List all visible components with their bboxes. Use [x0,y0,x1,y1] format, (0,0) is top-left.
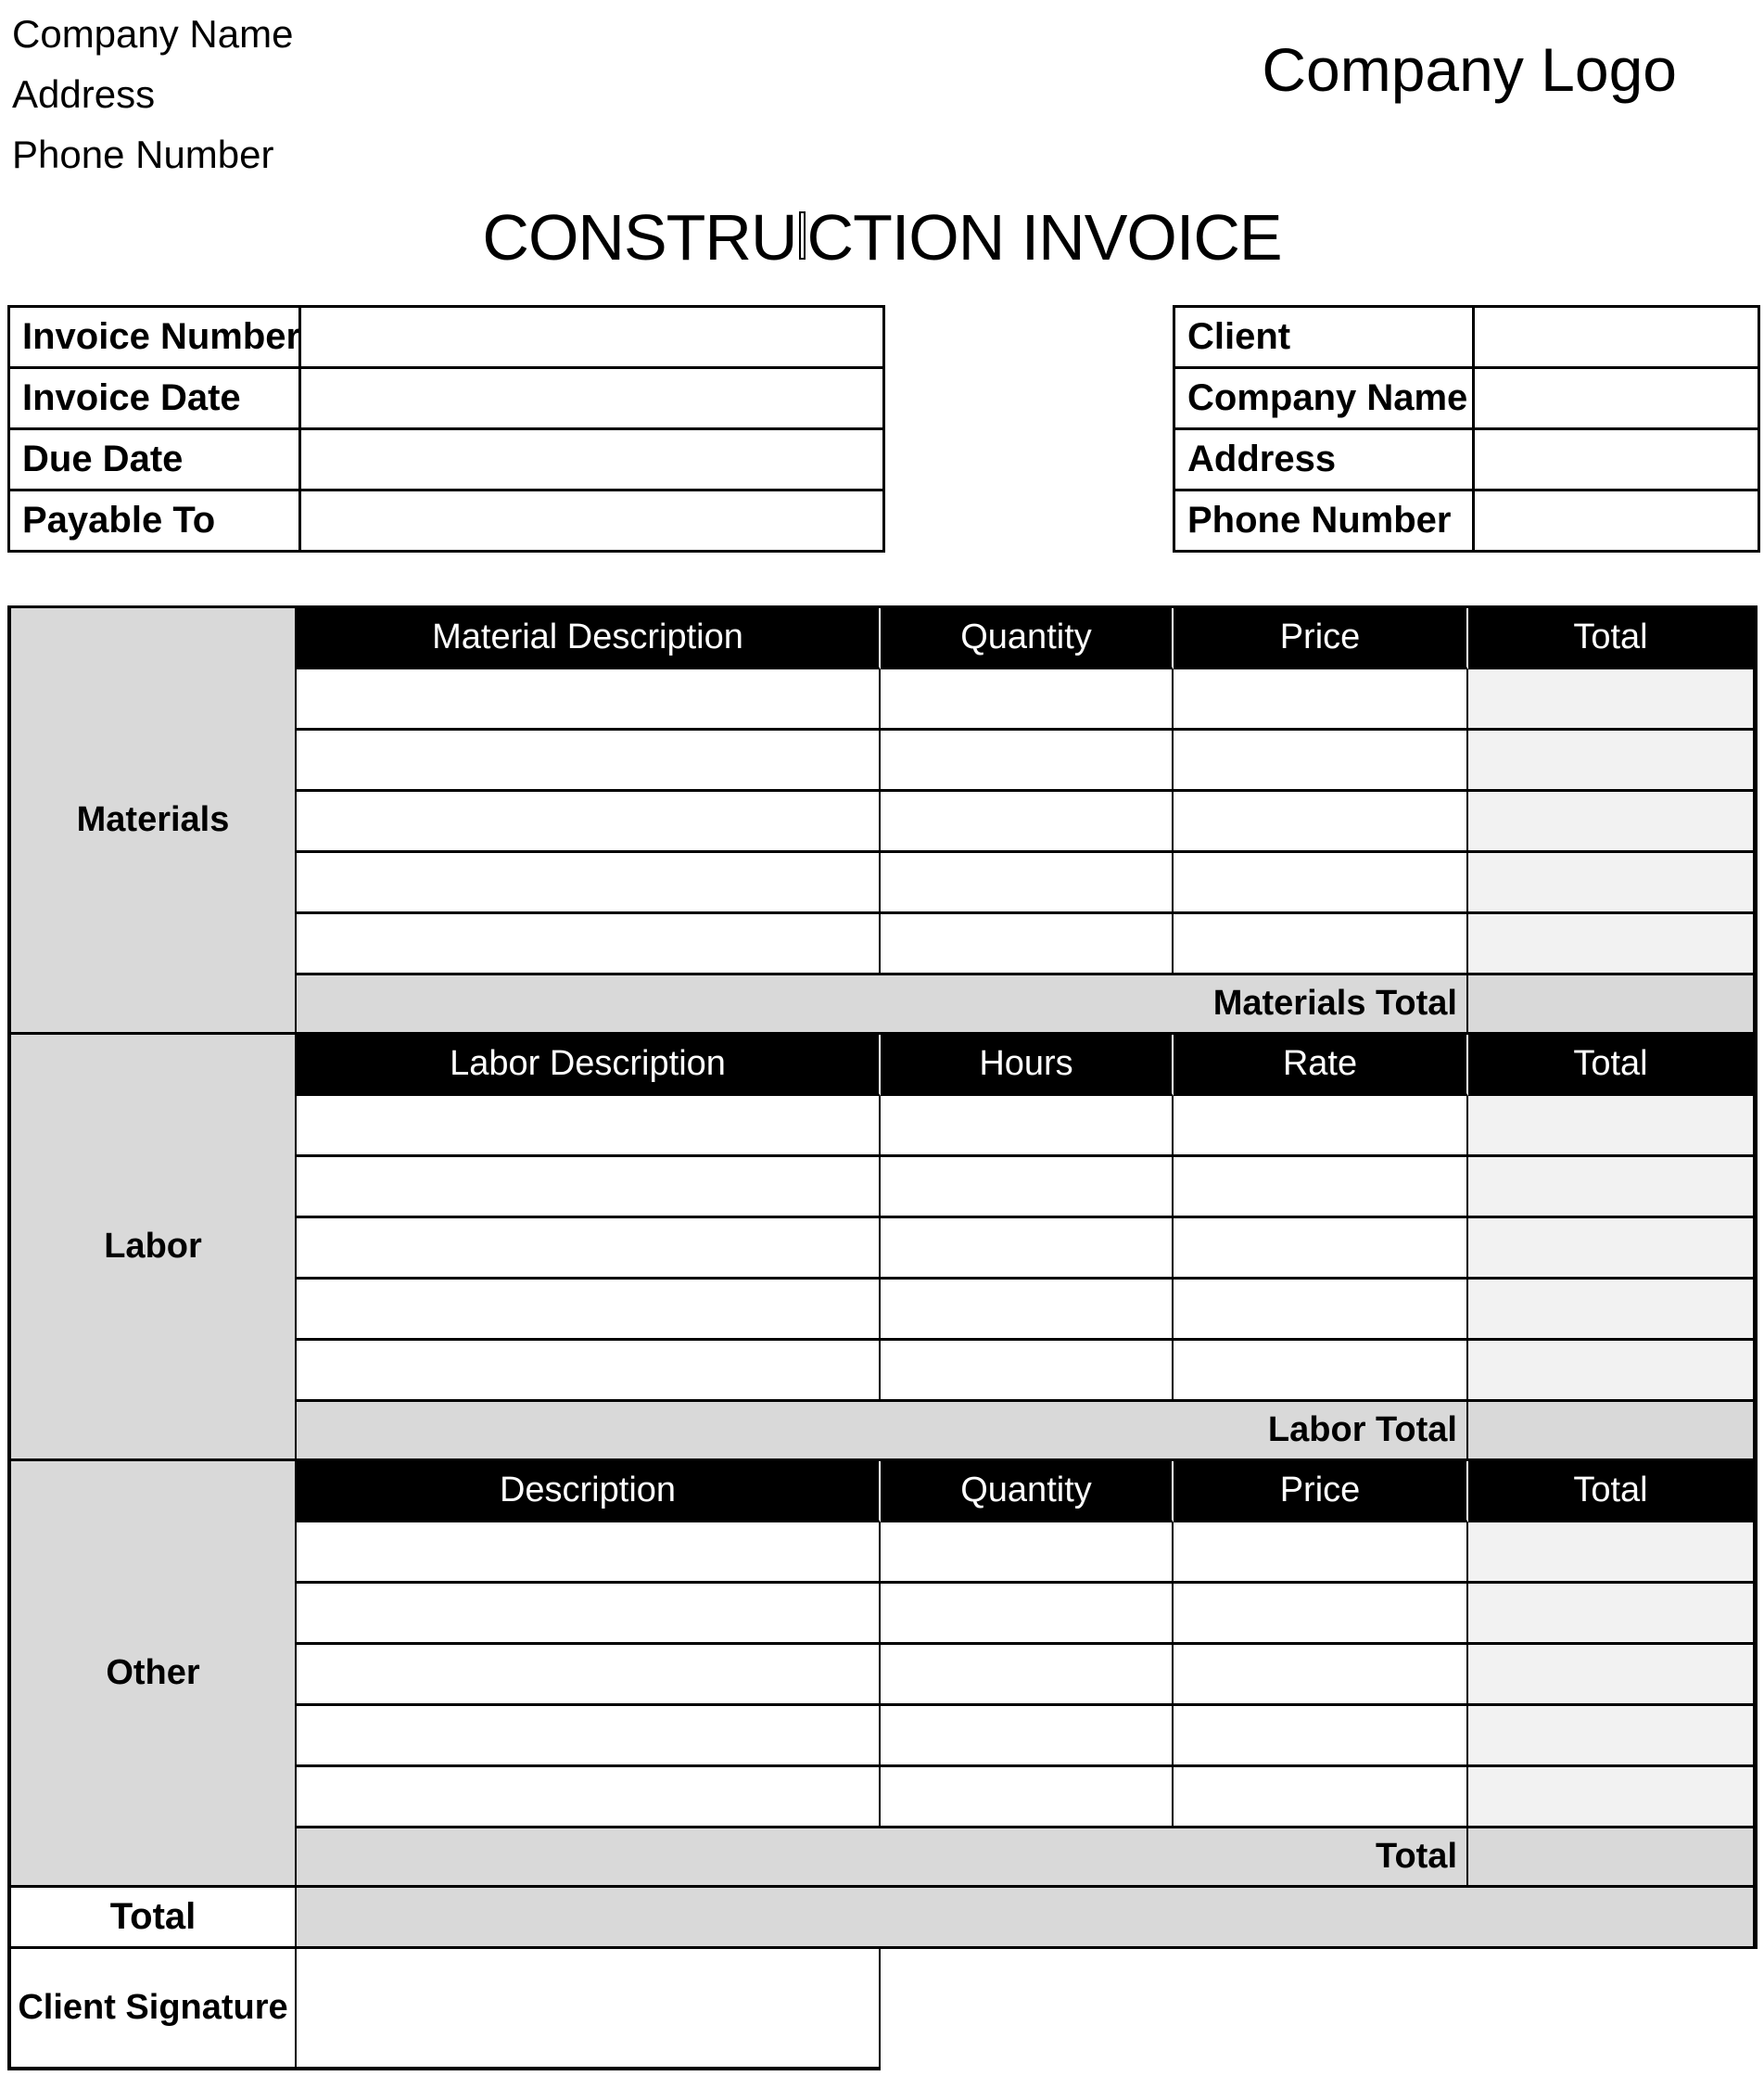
client-company-name-input[interactable] [1475,369,1760,430]
payable-to-input[interactable] [301,491,885,553]
client-label: Client [1175,308,1475,369]
materials-description-cell[interactable] [297,669,881,731]
materials-price-cell[interactable] [1174,853,1468,914]
other-price-cell[interactable] [1174,1522,1468,1584]
labor-hours-cell[interactable] [881,1157,1174,1218]
client-phone-number-input[interactable] [1475,491,1760,553]
labor-rate-cell[interactable] [1174,1280,1468,1341]
invoice-date-label: Invoice Date [10,369,301,430]
labor-total-label: Labor Total [297,1402,1468,1461]
other-description-cell[interactable] [297,1522,881,1584]
materials-header-total: Total [1468,608,1758,669]
other-header-quantity: Quantity [881,1461,1174,1522]
materials-total-cell[interactable] [1468,914,1758,975]
client-address-input[interactable] [1475,430,1760,491]
materials-price-cell[interactable] [1174,669,1468,731]
other-quantity-cell[interactable] [881,1767,1174,1828]
page-title [0,198,1764,276]
materials-header-price: Price [1174,608,1468,669]
other-total-cell[interactable] [1468,1645,1758,1706]
labor-description-cell[interactable] [297,1280,881,1341]
grand-total-value[interactable] [297,1888,1758,1949]
other-total-cell[interactable] [1468,1584,1758,1645]
labor-rate-cell[interactable] [1174,1096,1468,1157]
materials-header-quantity: Quantity [881,608,1174,669]
materials-description-cell[interactable] [297,914,881,975]
labor-rate-cell[interactable] [1174,1341,1468,1402]
materials-description-cell[interactable] [297,853,881,914]
materials-total-cell[interactable] [1468,853,1758,914]
labor-total-cell[interactable] [1468,1280,1758,1341]
other-description-cell[interactable] [297,1767,881,1828]
company-name-line: Company Name [12,12,294,56]
client-input[interactable] [1475,308,1760,369]
materials-quantity-cell[interactable] [881,669,1174,731]
other-price-cell[interactable] [1174,1706,1468,1767]
grand-total-label: Total [7,1888,297,1949]
other-total-label: Total [297,1828,1468,1888]
labor-rate-cell[interactable] [1174,1218,1468,1280]
other-quantity-cell[interactable] [881,1522,1174,1584]
other-total-cell[interactable] [1468,1767,1758,1828]
phone-number-line: Phone Number [12,133,274,176]
other-description-cell[interactable] [297,1584,881,1645]
client-signature-field[interactable] [297,1949,881,2070]
other-quantity-cell[interactable] [881,1706,1174,1767]
materials-price-cell[interactable] [1174,914,1468,975]
materials-quantity-cell[interactable] [881,914,1174,975]
materials-price-cell[interactable] [1174,731,1468,792]
labor-section-label: Labor [7,1035,297,1461]
materials-quantity-cell[interactable] [881,792,1174,853]
labor-total-cell[interactable] [1468,1096,1758,1157]
labor-description-cell[interactable] [297,1157,881,1218]
page-title-after-cursor: CTION INVOICE [806,201,1282,274]
company-info-block [12,4,293,185]
labor-header-hours: Hours [881,1035,1174,1096]
labor-hours-cell[interactable] [881,1280,1174,1341]
labor-total-value[interactable] [1468,1402,1758,1461]
labor-total-cell[interactable] [1468,1341,1758,1402]
other-description-cell[interactable] [297,1645,881,1706]
other-price-cell[interactable] [1174,1645,1468,1706]
other-quantity-cell[interactable] [881,1645,1174,1706]
other-header-price: Price [1174,1461,1468,1522]
labor-header-rate: Rate [1174,1035,1468,1096]
labor-header-total: Total [1468,1035,1758,1096]
labor-hours-cell[interactable] [881,1218,1174,1280]
materials-quantity-cell[interactable] [881,853,1174,914]
other-total-value[interactable] [1468,1828,1758,1888]
materials-quantity-cell[interactable] [881,731,1174,792]
materials-total-label: Materials Total [297,975,1468,1035]
invoice-details-table [7,305,885,553]
page-title-before-cursor: CONSTRU [482,201,797,274]
other-description-cell[interactable] [297,1706,881,1767]
other-total-cell[interactable] [1468,1706,1758,1767]
materials-total-cell[interactable] [1468,669,1758,731]
materials-section-label: Materials [7,608,297,1035]
other-total-cell[interactable] [1468,1522,1758,1584]
other-price-cell[interactable] [1174,1767,1468,1828]
labor-description-cell[interactable] [297,1096,881,1157]
labor-total-cell[interactable] [1468,1157,1758,1218]
materials-total-cell[interactable] [1468,731,1758,792]
materials-total-cell[interactable] [1468,792,1758,853]
client-signature-label: Client Signature [7,1949,297,2070]
materials-price-cell[interactable] [1174,792,1468,853]
text-cursor [799,211,806,260]
client-address-label: Address [1175,430,1475,491]
materials-header-description: Material Description [297,608,881,669]
client-company-name-label: Company Name [1175,369,1475,430]
other-header-description: Description [297,1461,881,1522]
company-logo-text: Company Logo [1262,35,1677,104]
other-section-label: Other [7,1461,297,1888]
client-details-table [1173,305,1760,553]
labor-header-description: Labor Description [297,1035,881,1096]
materials-description-cell[interactable] [297,731,881,792]
invoice-number-label: Invoice Number [10,308,301,369]
other-quantity-cell[interactable] [881,1584,1174,1645]
other-price-cell[interactable] [1174,1584,1468,1645]
other-header-total: Total [1468,1461,1758,1522]
address-line: Address [12,72,156,116]
materials-description-cell[interactable] [297,792,881,853]
client-phone-number-label: Phone Number [1175,491,1475,553]
payable-to-label: Payable To [10,491,301,553]
invoice-number-input[interactable] [301,308,885,369]
invoice-items-table [7,605,1758,2070]
due-date-label: Due Date [10,430,301,491]
labor-total-cell[interactable] [1468,1218,1758,1280]
invoice-date-input[interactable] [301,369,885,430]
due-date-input[interactable] [301,430,885,491]
labor-rate-cell[interactable] [1174,1157,1468,1218]
labor-description-cell[interactable] [297,1218,881,1280]
labor-description-cell[interactable] [297,1341,881,1402]
materials-total-value[interactable] [1468,975,1758,1035]
labor-hours-cell[interactable] [881,1341,1174,1402]
labor-hours-cell[interactable] [881,1096,1174,1157]
